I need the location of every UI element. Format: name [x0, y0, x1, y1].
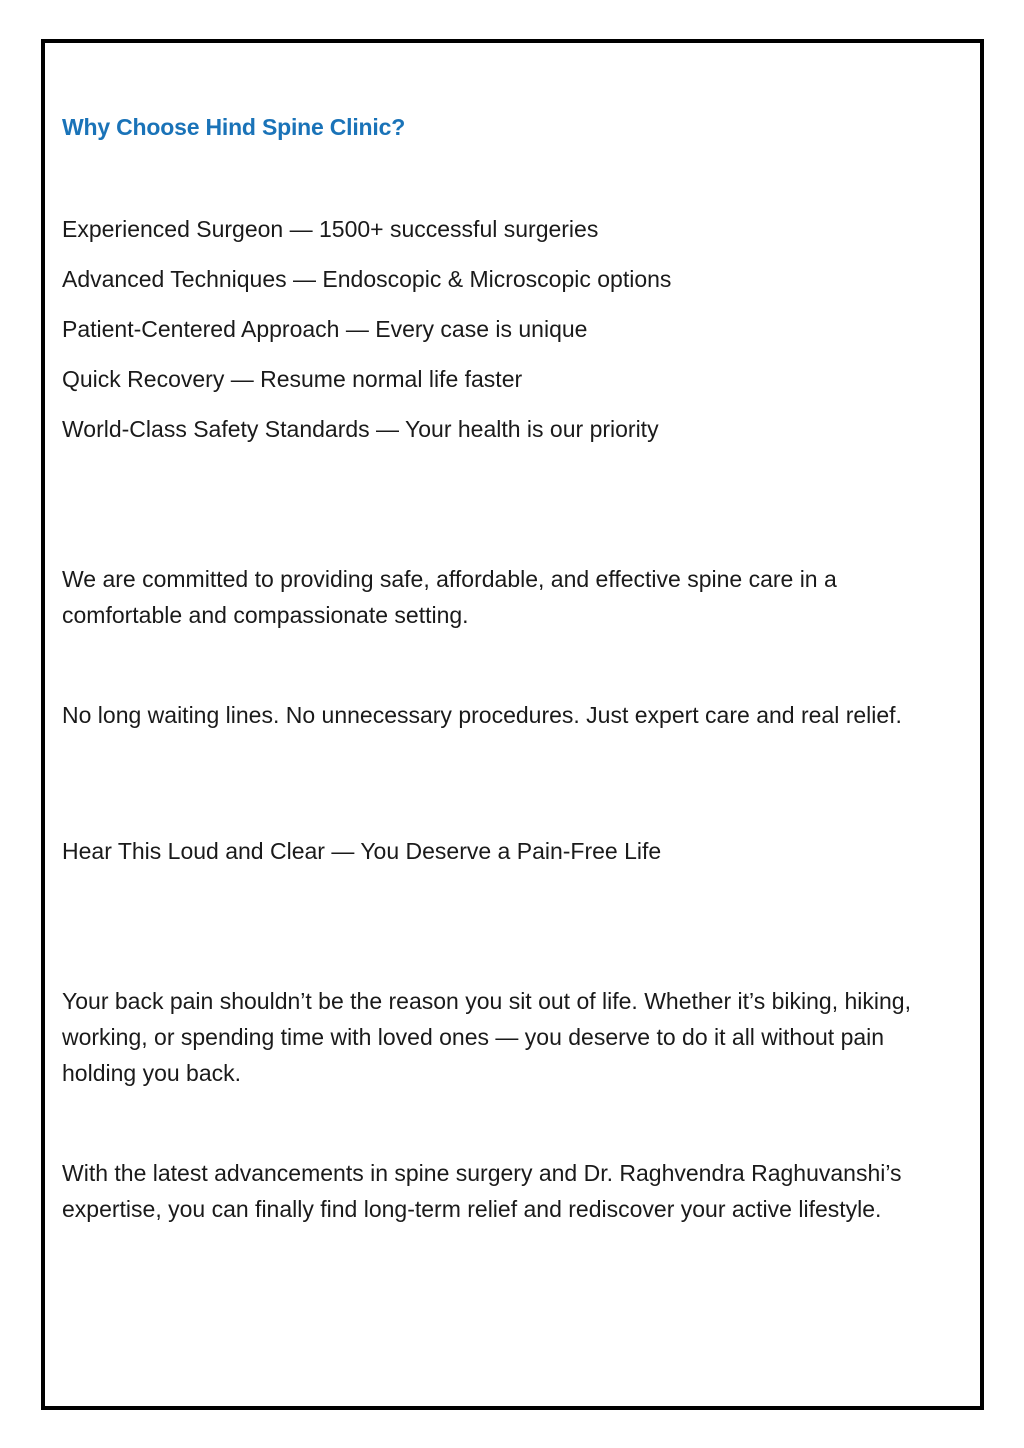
benefit-item-safety: World-Class Safety Standards — Your health is our priority	[62, 416, 659, 442]
section-heading: Why Choose Hind Spine Clinic?	[62, 114, 406, 140]
back-pain-paragraph: Your back pain shouldn’t be the reason you sit out of life. Whether it’s biking, hiking, working, or spending time with loved ones — you deserve to do it all without pain holding you back.	[62, 988, 911, 1086]
pain-free-statement: Hear This Loud and Clear — You Deserve a Pain-Free Life	[62, 838, 662, 864]
no-waiting-paragraph: No long waiting lines. No unnecessary procedures. Just expert care and real relief.	[62, 702, 902, 728]
advancements-paragraph: With the latest advancements in spine surgery and Dr. Raghvendra Raghuvanshi’s expertise, you can finally find long-term relief and rediscover your active lifestyle.	[62, 1160, 902, 1222]
benefits-list	[62, 214, 671, 464]
benefit-item-recovery: Quick Recovery — Resume normal life faster	[62, 366, 523, 392]
benefit-item-surgeon: Experienced Surgeon — 1500+ successful surgeries	[62, 216, 599, 242]
commitment-paragraph: We are committed to providing safe, affordable, and effective spine care in a comfortable and compassionate setting.	[62, 566, 837, 628]
benefit-item-approach: Patient-Centered Approach — Every case is unique	[62, 316, 588, 342]
benefit-item-techniques: Advanced Techniques — Endoscopic & Microscopic options	[62, 266, 672, 292]
